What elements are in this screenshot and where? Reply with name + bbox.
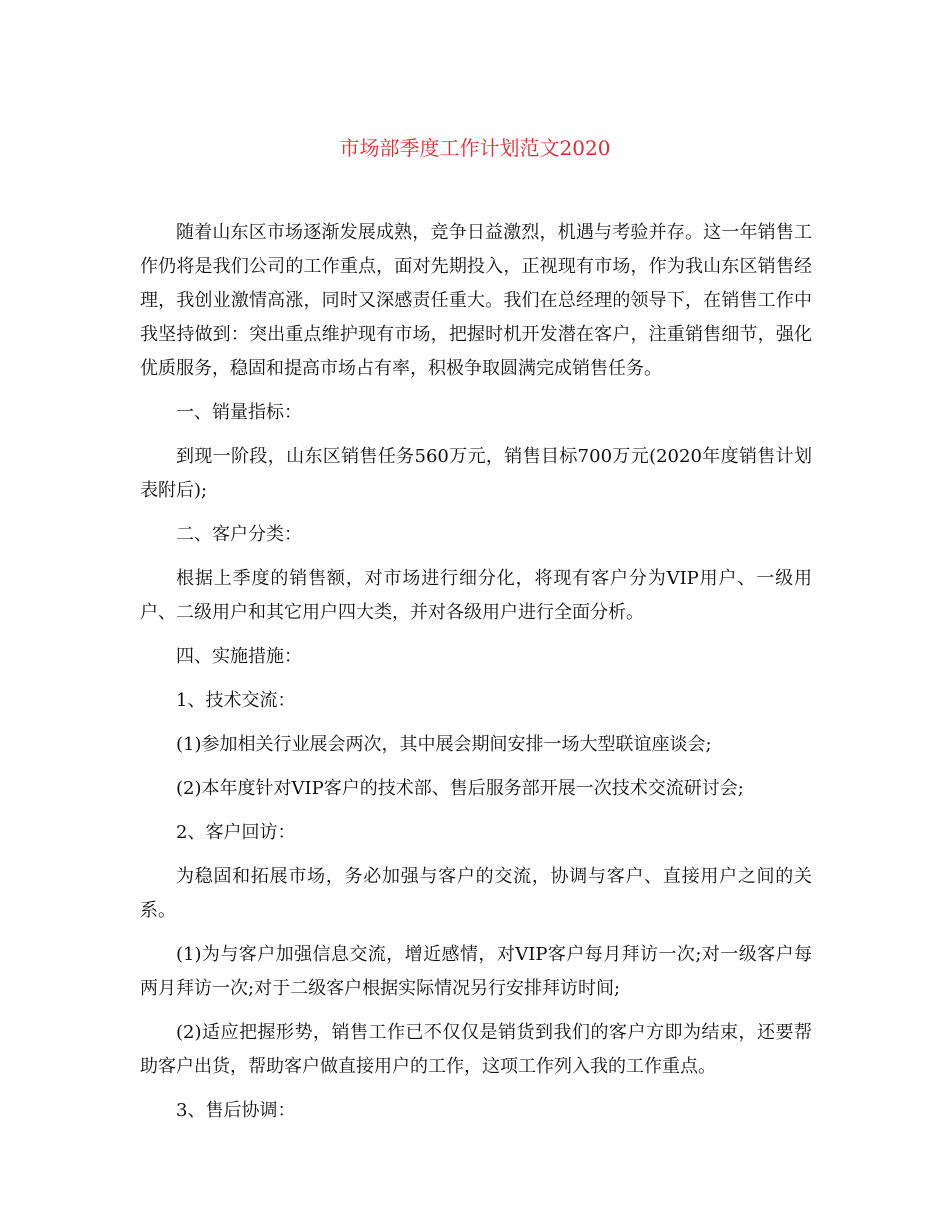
heading-tech-exchange: 1、技术交流： bbox=[176, 690, 296, 711]
heading-sales-target: 一、销量指标： bbox=[176, 402, 302, 423]
heading-after-sales: 3、售后协调： bbox=[176, 1100, 296, 1121]
paragraph-tech-exchange-2: (2)本年度针对VIP客户的技术部、售后服务部开展一次技术交流研讨会; bbox=[176, 778, 744, 799]
heading-customer-visit: 2、客户回访： bbox=[176, 822, 296, 843]
paragraph-sales-target: 到现一阶段，山东区销售任务560万元，销售目标700万元(2020年度销售计划表附后); bbox=[140, 446, 812, 501]
document-body bbox=[140, 216, 812, 1138]
paragraph-tech-exchange-1: (1)参加相关行业展会两次，其中展会期间安排一场大型联谊座谈会; bbox=[176, 734, 712, 755]
heading-implementation: 四、实施措施： bbox=[176, 646, 302, 667]
paragraph-customer-classification: 根据上季度的销售额，对市场进行细分化，将现有客户分为VIP用户、一级用户、二级用户和其它用户四大类，并对各级用户进行全面分析。 bbox=[140, 568, 812, 623]
paragraph-customer-visit: 为稳固和拓展市场，务必加强与客户的交流，协调与客户、直接用户之间的关系。 bbox=[140, 866, 812, 921]
paragraph-intro: 随着山东区市场逐渐发展成熟，竞争日益激烈，机遇与考验并存。这一年销售工作仍将是我们公司的工作重点，面对先期投入，正视现有市场，作为我山东区销售经理，我创业激情高涨，同时又深感责任重大。我们在总经理的领导下，在销售工作中我坚持做到：突出重点维护现有市场，把握时机开发潜在客户，注重销售细节，强化优质服务，稳固和提高市场占有率，积极争取圆满完成销售任务。 bbox=[140, 222, 812, 379]
paragraph-customer-visit-2: (2)适应把握形势，销售工作已不仅仅是销货到我们的客户方即为结束，还要帮助客户出货，帮助客户做直接用户的工作，这项工作列入我的工作重点。 bbox=[140, 1022, 812, 1077]
paragraph-customer-visit-1: (1)为与客户加强信息交流，增近感情，对VIP客户每月拜访一次;对一级客户每两月拜访一次;对于二级客户根据实际情况另行安排拜访时间; bbox=[140, 944, 812, 999]
document-title: 市场部季度工作计划范文2020 bbox=[339, 136, 611, 160]
heading-customer-classification: 二、客户分类： bbox=[176, 524, 302, 545]
